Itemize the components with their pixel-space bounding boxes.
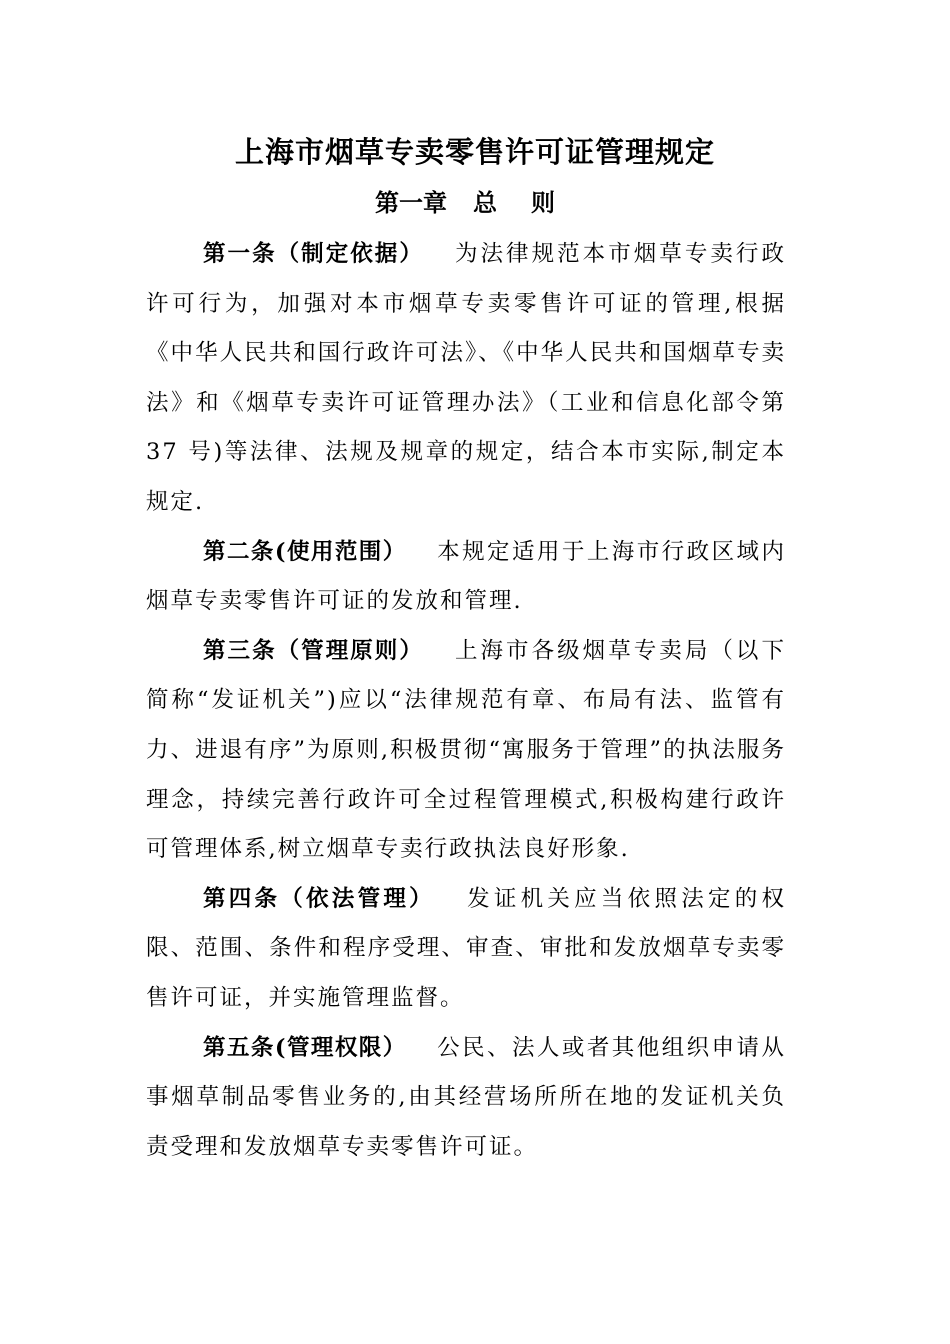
article-heading: 第一条（制定依据）: [203, 241, 424, 267]
article-heading: 第五条(管理权限）: [203, 1034, 407, 1061]
article-2: [146, 528, 786, 627]
article-heading: 第二条(使用范围）: [203, 538, 407, 565]
chapter-number: 第一章: [375, 188, 447, 217]
article-1: [146, 230, 786, 528]
article-text: 上海市各级烟草专卖局（以下简称“发证机关”)应以“法律规范有章、布局有法、监管有力、进退有序”为原则,积极贯彻“寓服务于管理”的执法服务理念，持续完善行政许可全过程管理模式,积极构建行政许可管理体系,树立烟草专卖行政执法良好形象.: [146, 637, 786, 863]
article-text: 本规定适用于上海市行政区域内烟草专卖零售许可证的发放和管理.: [146, 538, 786, 615]
document-body: [146, 230, 786, 1172]
article-text: 为法律规范本市烟草专卖行政许可行为，加强对本市烟草专卖零售许可证的管理,根据《中华人民共和国行政许可法》、《中华人民共和国烟草专卖法》和《烟草专卖许可证管理办法》（工业和信息化部令第 37 号)等法律、法规及规章的规定，结合本市实际,制定本规定.: [146, 241, 786, 515]
document-title: 上海市烟草专卖零售许可证管理规定: [234, 135, 715, 169]
article-4: [146, 875, 786, 1024]
article-text: 发证机关应当依照法定的权限、范围、条件和程序受理、审查、审批和发放烟草专卖零售许可证，并实施管理监督。: [146, 885, 786, 1011]
article-heading: 第四条（依法管理）: [203, 885, 435, 912]
chapter-heading: [0, 183, 930, 223]
article-text: 公民、法人或者其他组织申请从事烟草制品零售业务的,由其经营场所所在地的发证机关负责受理和发放烟草专卖零售许可证。: [146, 1034, 786, 1160]
article-heading: 第三条（管理原则）: [203, 637, 424, 664]
chapter-name-part2: 则: [531, 188, 555, 217]
chapter-name-part1: 总: [473, 188, 497, 217]
article-3: [146, 627, 786, 875]
article-5: [146, 1024, 786, 1173]
